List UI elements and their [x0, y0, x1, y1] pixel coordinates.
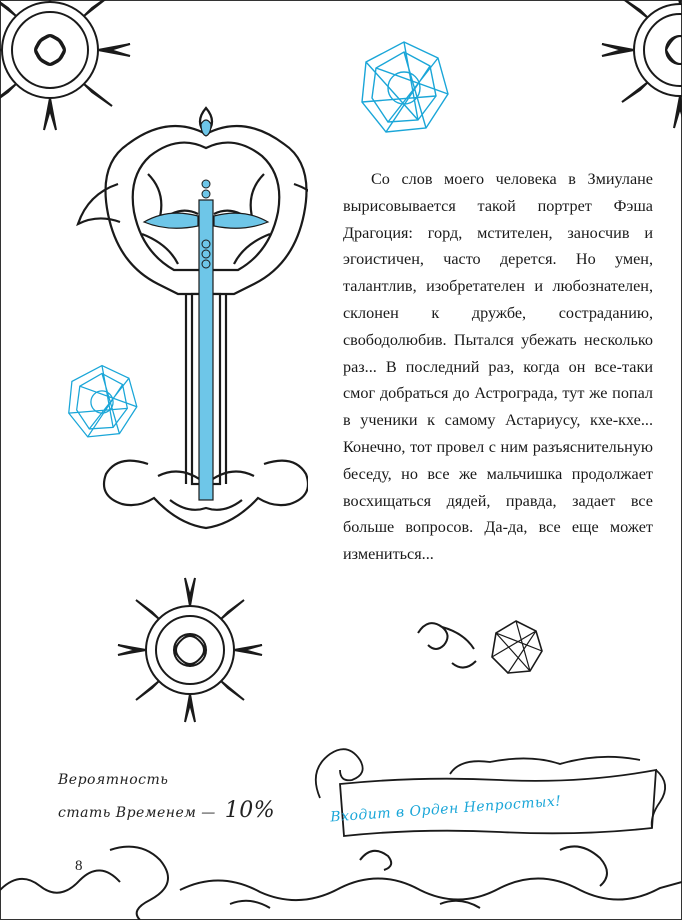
probability-line-2: [58, 798, 275, 823]
probability-note: [58, 772, 275, 823]
gem-flourish-ornament: [412, 613, 552, 683]
bottom-ornament-border: [0, 830, 682, 920]
probability-line-2-text: стать Временем —: [58, 805, 216, 821]
probability-percent: 10%: [224, 798, 276, 823]
probability-line-1: Вероятность: [58, 772, 169, 788]
banner-text: Входит в Орден Непростых!: [329, 793, 562, 826]
body-paragraph: Со слов моего человека в Змиулане вырисовывается такой портрет Фэша Драгоция: горд, мстителен, заносчив и эгоистичен, часто дерется. Но умен, талантлив, изобретателен и любознателен, склонен к дружбе, состраданию, свободолюбив. Пытался убежать несколько раз... В последний раз, когда он все-таки смог добраться до Астрограда, тут же попал в ученики к самому Астариусу, кхе-кхе... Конечно, тот провел с ним разъяснительную беседу, но все же мальчишка продолжает восхищаться дядей, правда, задает все больше вопросов. Да-да, все еще может измениться...: [343, 170, 653, 564]
ornate-key-illustration: [58, 104, 308, 544]
page-number: 8: [75, 858, 83, 874]
body-text-block: [343, 166, 653, 568]
sun-ornament-top-right: [600, 0, 682, 140]
sun-ornament: [115, 575, 265, 725]
blue-gem-ornament: [356, 38, 452, 138]
